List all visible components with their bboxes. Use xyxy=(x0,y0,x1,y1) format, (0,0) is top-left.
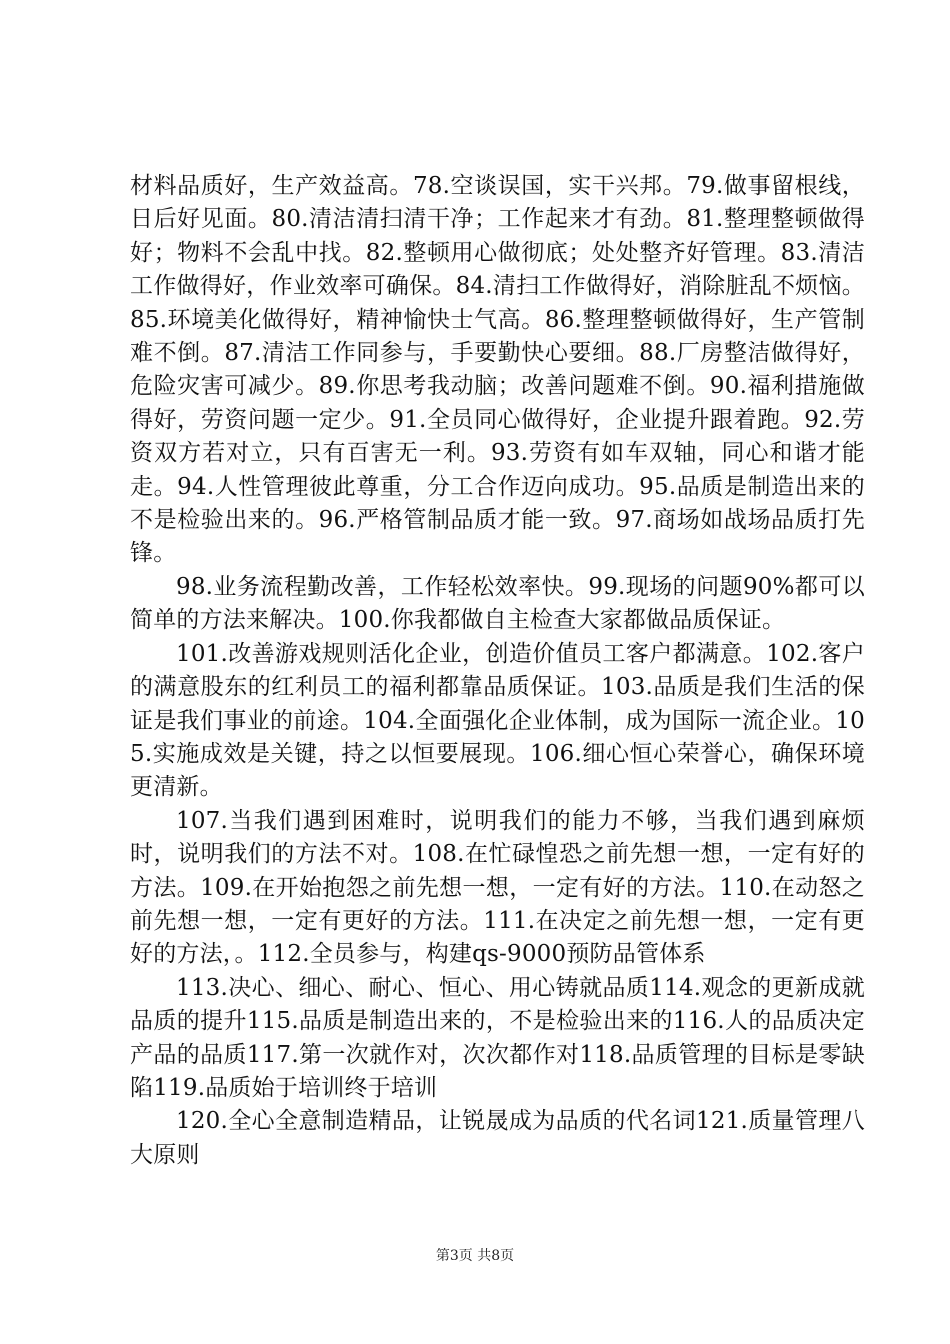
paragraph-3: 101.改善游戏规则活化企业，创造价值员工客户都满意。102.客户的满意股东的红利员工的福利都靠品质保证。103.品质是我们生活的保证是我们事业的前途。104.全面强化企业体制，成为国际一流企业。105.实施成效是关键，持之以恒要展现。106.细心恒心荣誉心，确保环境更清新。 xyxy=(130,640,865,801)
paragraph-2: 98.业务流程勤改善，工作轻松效率快。99.现场的问题90%都可以简单的方法来解决。100.你我都做自主检查大家都做品质保证。 xyxy=(130,573,865,634)
paragraph-4: 107.当我们遇到困难时，说明我们的能力不够，当我们遇到麻烦时，说明我们的方法不对。108.在忙碌惶恐之前先想一想，一定有好的方法。109.在开始抱怨之前先想一想，一定有好的方法。110.在动怒之前先想一想，一定有更好的方法。111.在决定之前先想一想，一定有更好的方法，。112.全员参与，构建qs-9000预防品管体系 xyxy=(130,807,865,968)
body-text xyxy=(130,170,865,1172)
paragraph-5: 113.决心、细心、耐心、恒心、用心铸就品质114.观念的更新成就品质的提升115.品质是制造出来的，不是检验出来的116.人的品质决定产品的品质117.第一次就作对，次次都作对118.品质管理的目标是零缺陷119.品质始于培训终于培训 xyxy=(130,974,865,1101)
page-footer: 第3页 共8页 xyxy=(435,1248,515,1264)
paragraph-6: 120.全心全意制造精品，让锐晟成为品质的代名词121.质量管理八大原则 xyxy=(130,1108,865,1168)
paragraph-1: 材料品质好，生产效益高。78.空谈误国，实干兴邦。79.做事留根线，日后好见面。80.清洁清扫清干净；工作起来才有劲。81.整理整顿做得好；物料不会乱中找。82.整顿用心做彻底；处处整齐好管理。83.清洁工作做得好，作业效率可确保。84.清扫工作做得好，消除脏乱不烦恼。85.环境美化做得好，精神愉快士气高。86.整理整顿做得好，生产管制难不倒。87.清洁工作同参与，手要勤快心要细。88.厂房整洁做得好，危险灾害可减少。89.你思考我动脑；改善问题难不倒。90.福利措施做得好，劳资问题一定少。91.全员同心做得好，企业提升跟着跑。92.劳资双方若对立，只有百害无一利。93.劳资有如车双轴，同心和谐才能走。94.人性管理彼此尊重，分工合作迈向成功。95.品质是制造出来的不是检验出来的。96.严格管制品质才能一致。97.商场如战场品质打先锋。 xyxy=(130,173,865,567)
